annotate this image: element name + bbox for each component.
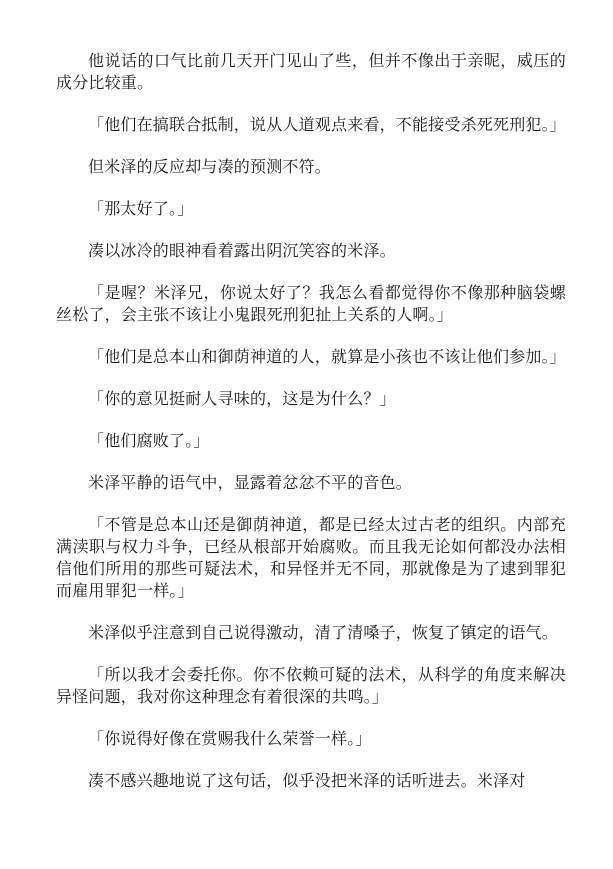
paragraph: 凑不感兴趣地说了这句话，似乎没把米泽的话听进去。米泽对 [88,771,526,790]
paragraph: 但米泽的反应却与凑的预测不符。 [88,157,332,176]
paragraph: 「那太好了。」 [88,199,194,218]
paragraph: 「他们是总本山和御荫神道的人，就算是小孩也不该让他们参加。」 [88,347,567,366]
paragraph: 「是喔？米泽兄，你说太好了？我怎么看都觉得你不像那种脑袋螺丝松了，会主张不该让小鬼跟死刑犯扯上关系的人啊。」 [56,283,566,324]
paragraph: 米泽平静的语气中，显露着忿忿不平的音色。 [88,473,413,492]
paragraph: 「你的意见挺耐人寻味的，这是为什么？」 [88,389,396,408]
paragraph: 「他们在搞联合抵制，说从人道观点来看，不能接受杀死死刑犯。」 [88,115,567,134]
document-page [56,50,566,812]
paragraph: 「不管是总本山还是御荫神道，都是已经太过古老的组织。内部充满渎职与权力斗争，已经从根部开始腐败。而且我无论如何都没办法相信他们所用的那些可疑法术，和异怪并无不同，那就像是为了逮到罪犯而雇用罪犯一样。」 [56,515,566,600]
paragraph: 他说话的口气比前几天开门见山了些，但并不像出于亲昵，威压的成分比较重。 [56,51,566,92]
paragraph: 「他们腐败了。」 [88,431,210,450]
paragraph: 「你说得好像在赏赐我什么荣誉一样。」 [88,729,372,748]
paragraph: 凑以冰冷的眼神看着露出阴沉笑容的米泽。 [88,241,396,260]
paragraph: 「所以我才会委托你。你不依赖可疑的法术，从科学的角度来解决异怪问题，我对你这种理念有着很深的共鸣。」 [56,665,566,706]
paragraph: 米泽似乎注意到自己说得激动，清了清嗓子，恢复了镇定的语气。 [88,623,558,642]
